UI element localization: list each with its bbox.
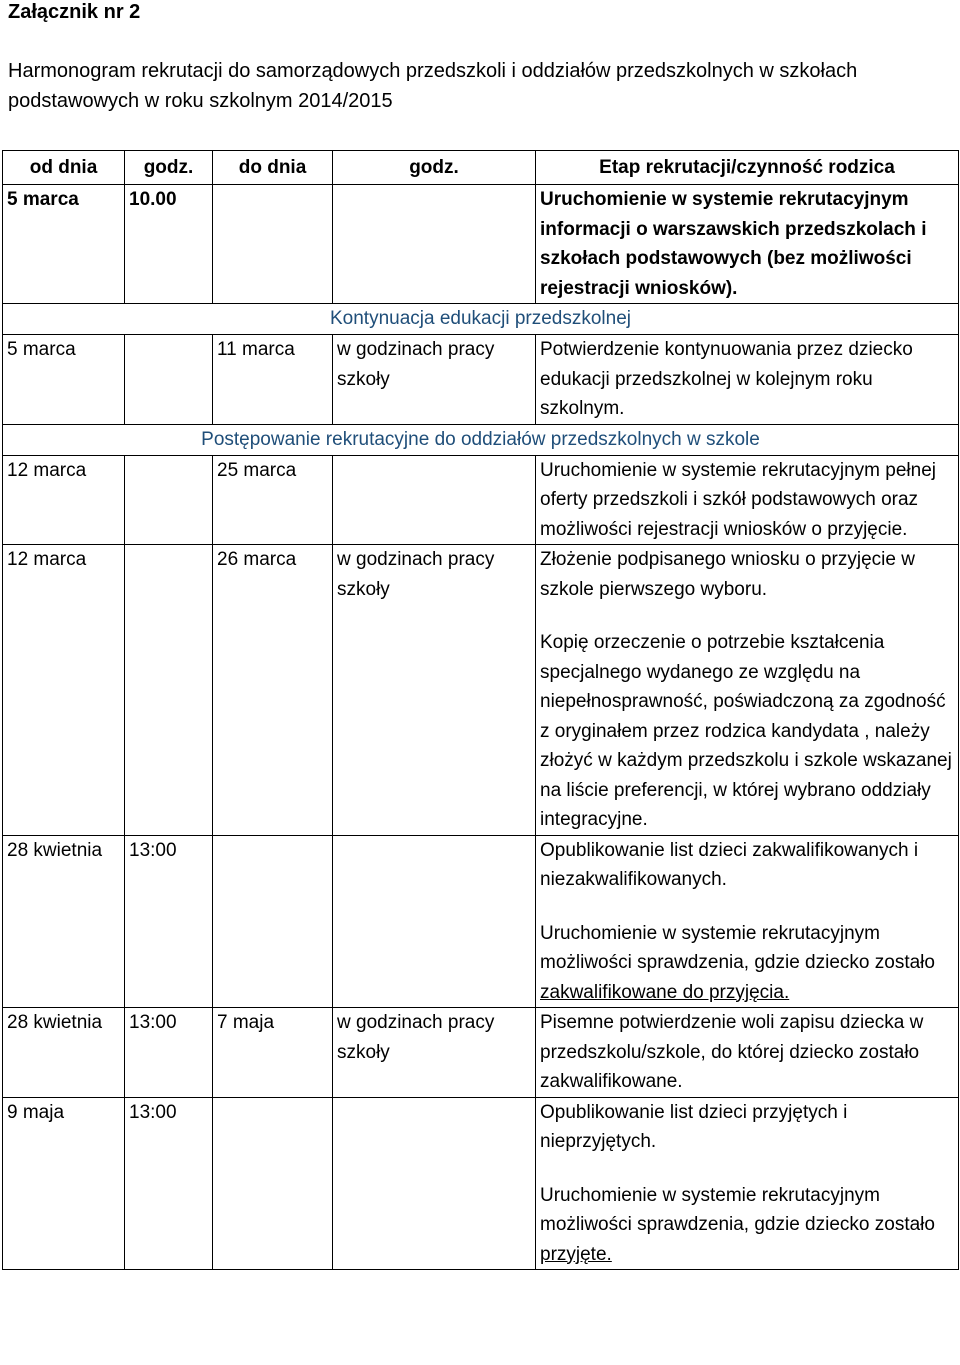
- stage-text: Opublikowanie list dzieci przyjętych i nieprzyjętych.: [540, 1101, 848, 1152]
- section-title-recruitment: Postępowanie rekrutacyjne do oddziałów przedszkolnych w szkole: [3, 424, 959, 455]
- cell-from-time: 10.00: [125, 185, 213, 304]
- cell-stage: [536, 545, 959, 836]
- section-title-continuation: Kontynuacja edukacji przedszkolnej: [3, 304, 959, 335]
- spacer: [540, 895, 954, 919]
- table-row: [3, 1008, 959, 1098]
- cell-stage: [536, 835, 959, 1008]
- cell-from-date: 9 maja: [3, 1097, 125, 1270]
- stage-note-underlined: przyjęte.: [540, 1243, 612, 1265]
- cell-to-time: [333, 835, 536, 1008]
- section-row: [3, 424, 959, 455]
- cell-to-time: [333, 185, 536, 304]
- header-to-date: do dnia: [213, 151, 333, 185]
- header-from-time: godz.: [125, 151, 213, 185]
- cell-from-date: 28 kwietnia: [3, 1008, 125, 1098]
- recruitment-schedule-table: [2, 150, 959, 1270]
- stage-note: Kopię orzeczenie o potrzebie kształcenia specjalnego wydanego ze względu na niepełnosprawność, poświadczoną za zgodność z oryginałem przez rodzica kandydata , należy złożyć w każdym przedszkolu i szkole wskazanej na liście preferencji, w której wybrano oddziały integracyjne.: [540, 632, 952, 830]
- cell-from-date: 28 kwietnia: [3, 835, 125, 1008]
- cell-stage: [536, 1097, 959, 1270]
- spacer: [540, 604, 954, 628]
- stage-note: Uruchomienie w systemie rekrutacyjnym możliwości sprawdzenia, gdzie dziecko zostało: [540, 1184, 935, 1235]
- cell-from-date: 5 marca: [3, 185, 125, 304]
- cell-to-time: w godzinach pracy szkoły: [333, 1008, 536, 1098]
- stage-text: Opublikowanie list dzieci zakwalifikowanych i niezakwalifikowanych.: [540, 839, 919, 890]
- cell-to-date: [213, 1097, 333, 1270]
- cell-to-time: [333, 455, 536, 545]
- cell-from-time: 13:00: [125, 1008, 213, 1098]
- cell-to-time: w godzinach pracy szkoły: [333, 335, 536, 425]
- cell-stage: Potwierdzenie kontynuowania przez dziecko edukacji przedszkolnej w kolejnym roku szkolnym.: [536, 335, 959, 425]
- cell-to-date: 7 maja: [213, 1008, 333, 1098]
- cell-to-date: 25 marca: [213, 455, 333, 545]
- cell-from-date: 12 marca: [3, 545, 125, 836]
- table-row: [3, 185, 959, 304]
- document-subtitle: Harmonogram rekrutacji do samorządowych przedszkoli i oddziałów przedszkolnych w szkołach podstawowych w roku szkolnym 2014/2015: [8, 60, 858, 112]
- stage-note: Uruchomienie w systemie rekrutacyjnym możliwości sprawdzenia, gdzie dziecko zostało: [540, 922, 935, 973]
- attachment-heading: Załącznik nr 2: [8, 1, 141, 23]
- cell-from-time: 13:00: [125, 1097, 213, 1270]
- cell-from-time: [125, 335, 213, 425]
- cell-to-date: [213, 835, 333, 1008]
- cell-stage: Uruchomienie w systemie rekrutacyjnym informacji o warszawskich przedszkolach i szkołach podstawowych (bez możliwości rejestracji wniosków).: [536, 185, 959, 304]
- table-row: [3, 455, 959, 545]
- table-header-row: [3, 151, 959, 185]
- header-to-time: godz.: [333, 151, 536, 185]
- header-stage: Etap rekrutacji/czynność rodzica: [536, 151, 959, 185]
- cell-from-date: 5 marca: [3, 335, 125, 425]
- table-row: [3, 335, 959, 425]
- table-row: [3, 1097, 959, 1270]
- cell-stage: Pisemne potwierdzenie woli zapisu dziecka w przedszkolu/szkole, do której dziecko zostało zakwalifikowane.: [536, 1008, 959, 1098]
- header-from-date: od dnia: [3, 151, 125, 185]
- section-row: [3, 304, 959, 335]
- cell-to-date: 26 marca: [213, 545, 333, 836]
- cell-from-time: [125, 455, 213, 545]
- table-row: [3, 545, 959, 836]
- spacer: [540, 1157, 954, 1181]
- cell-stage: Uruchomienie w systemie rekrutacyjnym pełnej oferty przedszkoli i szkół podstawowych oraz możliwości rejestracji wniosków o przyjęcie.: [536, 455, 959, 545]
- stage-note-underlined: zakwalifikowane do przyjęcia.: [540, 981, 790, 1003]
- stage-text: Złożenie podpisanego wniosku o przyjęcie w szkole pierwszego wyboru.: [540, 549, 915, 600]
- cell-to-time: w godzinach pracy szkoły: [333, 545, 536, 836]
- cell-to-time: [333, 1097, 536, 1270]
- cell-to-date: [213, 185, 333, 304]
- cell-from-time: [125, 545, 213, 836]
- cell-from-date: 12 marca: [3, 455, 125, 545]
- table-row: [3, 835, 959, 1008]
- cell-to-date: 11 marca: [213, 335, 333, 425]
- cell-from-time: 13:00: [125, 835, 213, 1008]
